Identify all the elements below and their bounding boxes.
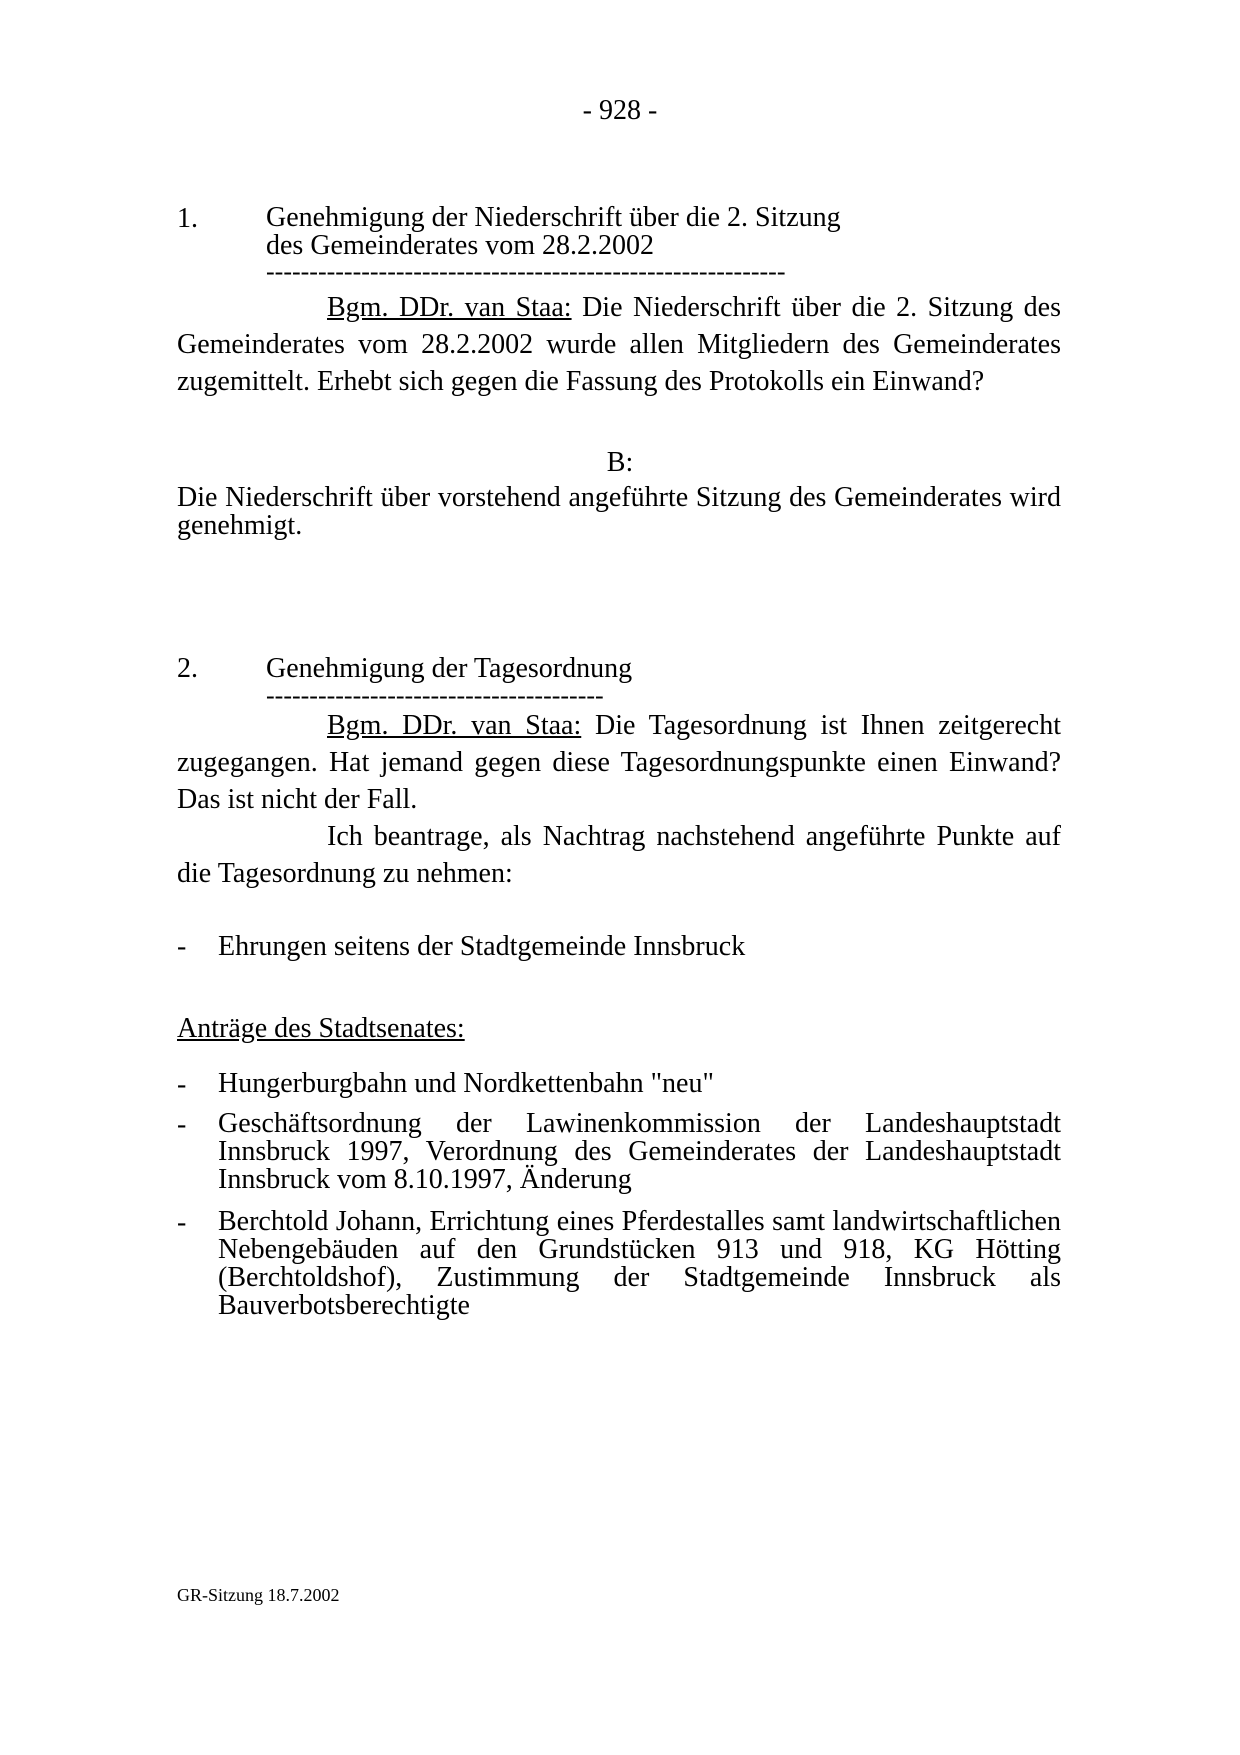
statement-text: Die Tagesordnung ist Ihnen zeitgerecht zugegangen. Hat jemand gegen diese Tagesordnungspunkte einen Einwand? Das ist nicht der Fall. [177,710,1061,815]
list-item: Hungerburgbahn und Nordkettenbahn "neu" [218,1068,714,1099]
list-bullet: - [177,931,187,962]
resolution-label: B: [606,447,634,478]
item-1-title [266,204,986,260]
resolution-text: Die Niederschrift über vorstehend angeführte Sitzung des Gemeinderates wird genehmigt. [177,482,1061,541]
item-2-title-underline: --------------------------------------- [266,681,604,710]
footer: GR-Sitzung 18.7.2002 [177,1585,340,1605]
list-item: Ehrungen seitens der Stadtgemeinde Innsbruck [218,931,746,962]
item-2-number: 2. [177,653,198,684]
item-2-title: Genehmigung der Tagesordnung [266,653,633,684]
statement-text: Die Niederschrift über die 2. Sitzung des Gemeinderates vom 28.2.2002 wurde allen Mitgliedern des Gemeinderates zugemittelt. Erhebt sich gegen die Fassung des Protokolls ein Einwand? [177,292,1062,397]
page-number: - 928 - [582,95,658,126]
item-1-title-line-1: Genehmigung der Niederschrift über die 2. Sitzung [266,202,841,233]
item-1-statement [177,289,1061,400]
list-item: Berchtold Johann, Errichtung eines Pferdestalles samt landwirtschaftlichen Nebengebäuden auf den Grundstücken 913 und 918, KG Hötting (Berchtoldshof), Zustimmung der Stadtgemeinde Innsbruck als Bauverbotsberechtigte [218,1206,1061,1321]
speaker-name: Bgm. DDr. van Staa: [327,292,572,323]
list-bullet: - [177,1207,187,1238]
item-1-title-line-2: des Gemeinderates vom 28.2.2002 [266,230,655,261]
item-1-number: 1. [177,203,198,234]
item-2-statement [177,707,1061,892]
item-1-title-underline: ------------------------------------------------------------ [266,257,786,286]
speaker-name: Bgm. DDr. van Staa: [327,710,582,741]
list-item: Geschäftsordnung der Lawinenkommission der Landeshauptstadt Innsbruck 1997, Verordnung des Gemeinderates der Landeshauptstadt Innsbruck vom 8.10.1997, Änderung [218,1108,1061,1195]
statement-text: Ich beantrage, als Nachtrag nachstehend angeführte Punkte auf die Tagesordnung zu nehmen: [177,821,1061,889]
list-bullet: - [177,1109,187,1140]
list-bullet: - [177,1069,187,1100]
section-heading: Anträge des Stadtsenates: [177,1013,465,1044]
